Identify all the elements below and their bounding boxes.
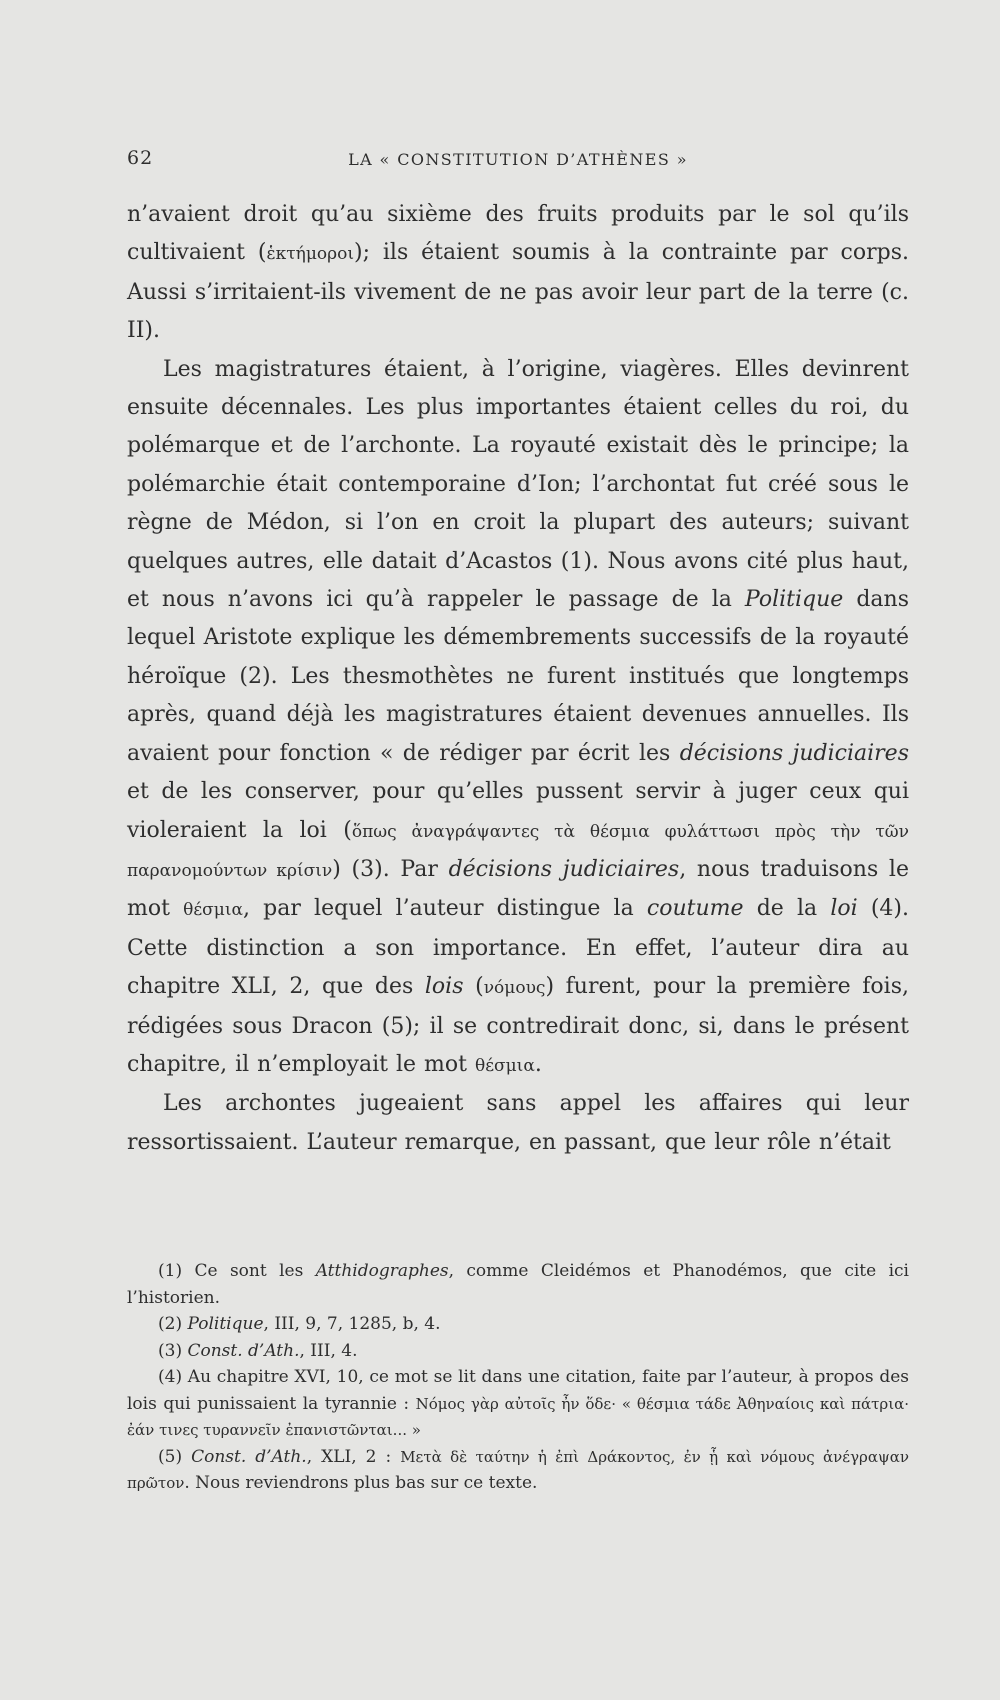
paragraph-1 (127, 196, 909, 351)
running-head (127, 147, 909, 177)
text-run: , par lequel l’auteur distingue la (242, 896, 647, 922)
text-run: , III, 4. (299, 1340, 358, 1361)
paragraph-3 (127, 1085, 909, 1162)
text-run: ) furent, pour la première fois, rédigées sous Dracon (5); il se contredirait donc, si, dans le présent chapitre, il n’employait le mot (127, 974, 909, 1077)
text-run: Les archontes jugeaient sans appel les affaires qui leur ressortissaient. L’auteur remarque, en passant, que leur rôle n’était (127, 1091, 909, 1155)
text-run: (1) Ce sont les (158, 1261, 316, 1281)
text-run: (4) Au chapitre XVI, 10, ce mot se lit dans une citation, faite par l’auteur, à propos des lois qui punissaient la tyrannie : (127, 1367, 909, 1414)
text-run: et de les conserver, pour qu’elles pussent servir à juger ceux qui violeraient la loi ( (127, 779, 909, 843)
italic-term: lois (424, 974, 464, 1000)
text-run: , nous traduisons le mot (127, 856, 909, 922)
italic-term: Politique (187, 1314, 264, 1334)
text-run: ); ils étaient soumis à la contrainte par corps. Aussi s’irritaient-ils vivement de ne pas avoir leur part de la terre (c. II). (127, 240, 909, 344)
main-text (127, 196, 909, 1162)
text-run: de la (743, 896, 831, 922)
greek-quote: ὅπως ἀναγράψαντες τὰ θέσμια φυλάττωσι πρὸς τὴν τῶν παρανομούντων κρίσιν (127, 821, 909, 881)
italic-term: Const. d’Ath. (187, 1340, 300, 1361)
greek-quote: Μετὰ δὲ ταύτην ἡ ἐπὶ Δράκοντος, ἐν ᾗ καὶ νόμους ἀνέγραψαν πρῶτον (127, 1447, 909, 1492)
italic-term: Atthidographes (315, 1261, 449, 1281)
greek-term: νόμους (483, 978, 546, 999)
text-run: , XLI, 2 : (306, 1446, 401, 1467)
text-run: (4). Cette distinction a son importance. En effet, l’auteur dira au chapitre XLI, 2, que des (127, 896, 909, 1000)
greek-term: θέσμια (183, 900, 243, 921)
text-run: . Nous reviendrons plus bas sur ce texte. (184, 1473, 538, 1493)
text-run: . (534, 1051, 542, 1077)
italic-term: coutume (646, 896, 744, 922)
italic-term: Const. d’Ath. (191, 1446, 307, 1467)
text-run: (5) (158, 1446, 192, 1467)
text-run: , III, 9, 7, 1285, b, 4. (263, 1314, 441, 1334)
text-run: dans lequel Aristote explique les démembrements successifs de la royauté héroïque (2). Les thesmothètes ne furent institués que longtemps après, quand déjà les magistratures étaient devenues annuelles. Ils avaient pour fonction « de rédiger par écrit les (127, 587, 910, 766)
text-run: Les magistratures étaient, à l’origine, viagères. Elles devinrent ensuite décennales. Les plus importantes étaient celles du roi, du polémarque et de l’archonte. La royauté existait dès le principe; la polémarchie était contemporaine d’Ion; l’archontat fut créé sous le règne de Médon, si l’on en croit la plupart des auteurs; suivant quelques autres, elle datait d’Acastos (1). Nous avons cité plus haut, et nous n’avons ici qu’à rappeler le passage de la (127, 356, 909, 613)
text-run: ( (463, 974, 484, 1000)
footnote-3 (127, 1338, 909, 1365)
text-run: n’avaient droit qu’au sixième des fruits produits par le sol qu’ils cultivaient ( (127, 202, 909, 266)
footnote-1 (127, 1258, 909, 1311)
footnote-5 (127, 1444, 909, 1497)
italic-term: loi (830, 896, 858, 922)
footnote-4 (127, 1364, 909, 1444)
paragraph-2 (127, 351, 909, 1086)
text-run: , comme Cleidémos et Phanodémos, que cite ici l’historien. (127, 1261, 909, 1308)
text-run: (3) (158, 1340, 188, 1361)
italic-term: Politique (744, 587, 844, 613)
greek-term: ἑκτήμοροι (266, 244, 354, 265)
text-run: (2) (158, 1314, 188, 1334)
footnote-2 (127, 1311, 909, 1338)
text-run: ) (3). Par (332, 856, 449, 882)
page-number: 62 (127, 147, 154, 169)
italic-term: décisions judiciaires (679, 740, 909, 766)
running-title: LA « CONSTITUTION D’ATHÈNES » (348, 150, 688, 169)
footnotes (127, 1258, 909, 1497)
greek-term: θέσμια (474, 1055, 535, 1076)
greek-quote: Νόμος γὰρ αὐτοῖς ἦν ὅδε· « θέσμια τάδε Ἀθηναίοις καὶ πάτρια· ἐάν τινες τυραννεῖν ἐπανιστῶνται... » (127, 1394, 910, 1439)
italic-term: décisions judiciaires (448, 856, 680, 882)
